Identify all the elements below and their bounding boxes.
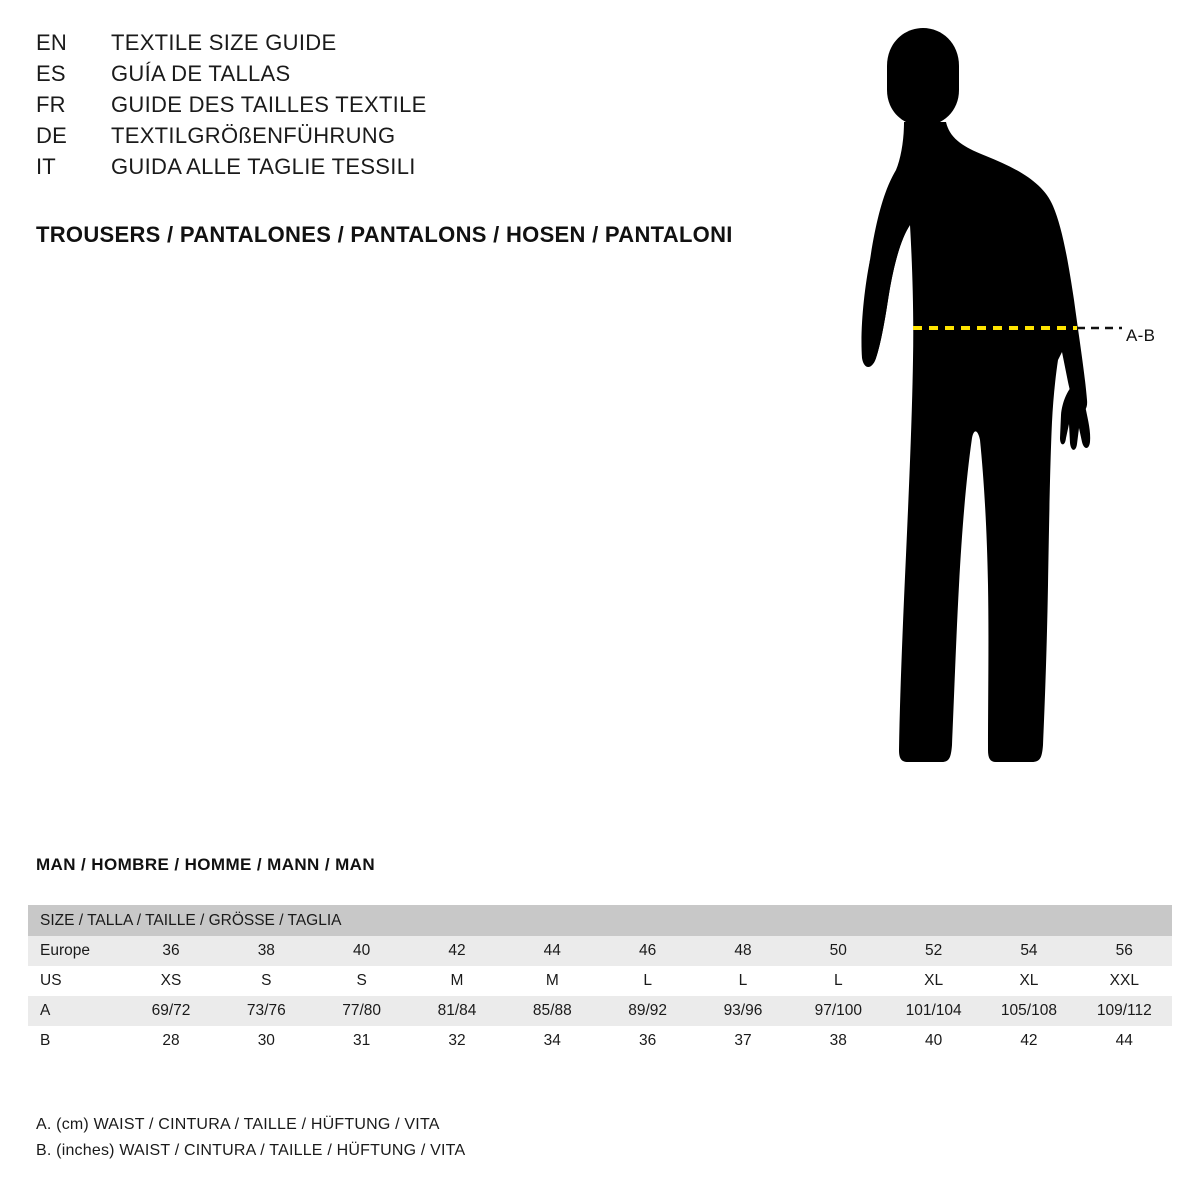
table-section-label: MAN / HOMBRE / HOMME / MANN / MAN (36, 855, 376, 874)
language-title: TEXTILGRÖßENFÜHRUNG (111, 123, 396, 148)
size-table (28, 905, 1172, 1056)
cell: 97/100 (791, 996, 886, 1026)
cell: 44 (1077, 1026, 1172, 1056)
language-code: ES (36, 61, 66, 86)
cell: 109/112 (1077, 996, 1172, 1026)
man-silhouette-icon (800, 10, 1200, 800)
language-row (36, 92, 796, 123)
cell: XL (981, 966, 1076, 996)
language-title: TEXTILE SIZE GUIDE (111, 30, 337, 55)
cell: 32 (409, 1026, 504, 1056)
cell: M (409, 966, 504, 996)
table-row (28, 936, 1172, 966)
table-row (28, 996, 1172, 1026)
cell: 56 (1077, 936, 1172, 966)
cell: 44 (505, 936, 600, 966)
cell: L (695, 966, 790, 996)
language-title: GUÍA DE TALLAS (111, 61, 291, 86)
cell: 36 (123, 936, 218, 966)
cell: XS (123, 966, 218, 996)
cell: 37 (695, 1026, 790, 1056)
table-row (28, 1026, 1172, 1056)
figure-illustration (800, 10, 1200, 800)
table-header-row (28, 905, 1172, 936)
row-label-b: B (28, 1026, 123, 1056)
cell: 34 (505, 1026, 600, 1056)
cell: 73/76 (219, 996, 314, 1026)
footnote-a: A. (cm) WAIST / CINTURA / TAILLE / HÜFTUNG / VITA (36, 1116, 440, 1133)
cell: 101/104 (886, 996, 981, 1026)
cell: 54 (981, 936, 1076, 966)
footnote-b: B. (inches) WAIST / CINTURA / TAILLE / HÜFTUNG / VITA (36, 1142, 466, 1159)
cell: S (219, 966, 314, 996)
cell: 28 (123, 1026, 218, 1056)
cell: 46 (600, 936, 695, 966)
cell: 38 (219, 936, 314, 966)
language-row (36, 123, 796, 154)
cell: 42 (981, 1026, 1076, 1056)
language-list (36, 30, 796, 185)
cell: 50 (791, 936, 886, 966)
cell: 81/84 (409, 996, 504, 1026)
language-row (36, 30, 796, 61)
table-row (28, 966, 1172, 996)
language-row (36, 61, 796, 92)
footnotes (36, 1112, 465, 1164)
cell: 85/88 (505, 996, 600, 1026)
cell: L (791, 966, 886, 996)
cell: S (314, 966, 409, 996)
cell: 42 (409, 936, 504, 966)
language-code: DE (36, 123, 67, 148)
row-label-us: US (28, 966, 123, 996)
cell: 77/80 (314, 996, 409, 1026)
language-code: EN (36, 30, 67, 55)
cell: L (600, 966, 695, 996)
cell: 31 (314, 1026, 409, 1056)
language-code: IT (36, 154, 56, 179)
cell: 40 (314, 936, 409, 966)
language-title: GUIDA ALLE TAGLIE TESSILI (111, 154, 416, 179)
cell: M (505, 966, 600, 996)
cell: 93/96 (695, 996, 790, 1026)
cell: XL (886, 966, 981, 996)
cell: 36 (600, 1026, 695, 1056)
language-code: FR (36, 92, 66, 117)
measure-label-ab: A-B (1126, 326, 1156, 345)
garment-type-title: TROUSERS / PANTALONES / PANTALONS / HOSEN / PANTALONI (36, 222, 733, 247)
row-label-a: A (28, 996, 123, 1026)
row-label-europe: Europe (28, 936, 123, 966)
table-header-label: SIZE / TALLA / TAILLE / GRÖSSE / TAGLIA (28, 905, 1172, 936)
language-title: GUIDE DES TAILLES TEXTILE (111, 92, 427, 117)
cell: 52 (886, 936, 981, 966)
cell: 105/108 (981, 996, 1076, 1026)
cell: 38 (791, 1026, 886, 1056)
cell: 69/72 (123, 996, 218, 1026)
cell: 30 (219, 1026, 314, 1056)
cell: 40 (886, 1026, 981, 1056)
language-row (36, 154, 796, 185)
cell: 48 (695, 936, 790, 966)
cell: 89/92 (600, 996, 695, 1026)
cell: XXL (1077, 966, 1172, 996)
